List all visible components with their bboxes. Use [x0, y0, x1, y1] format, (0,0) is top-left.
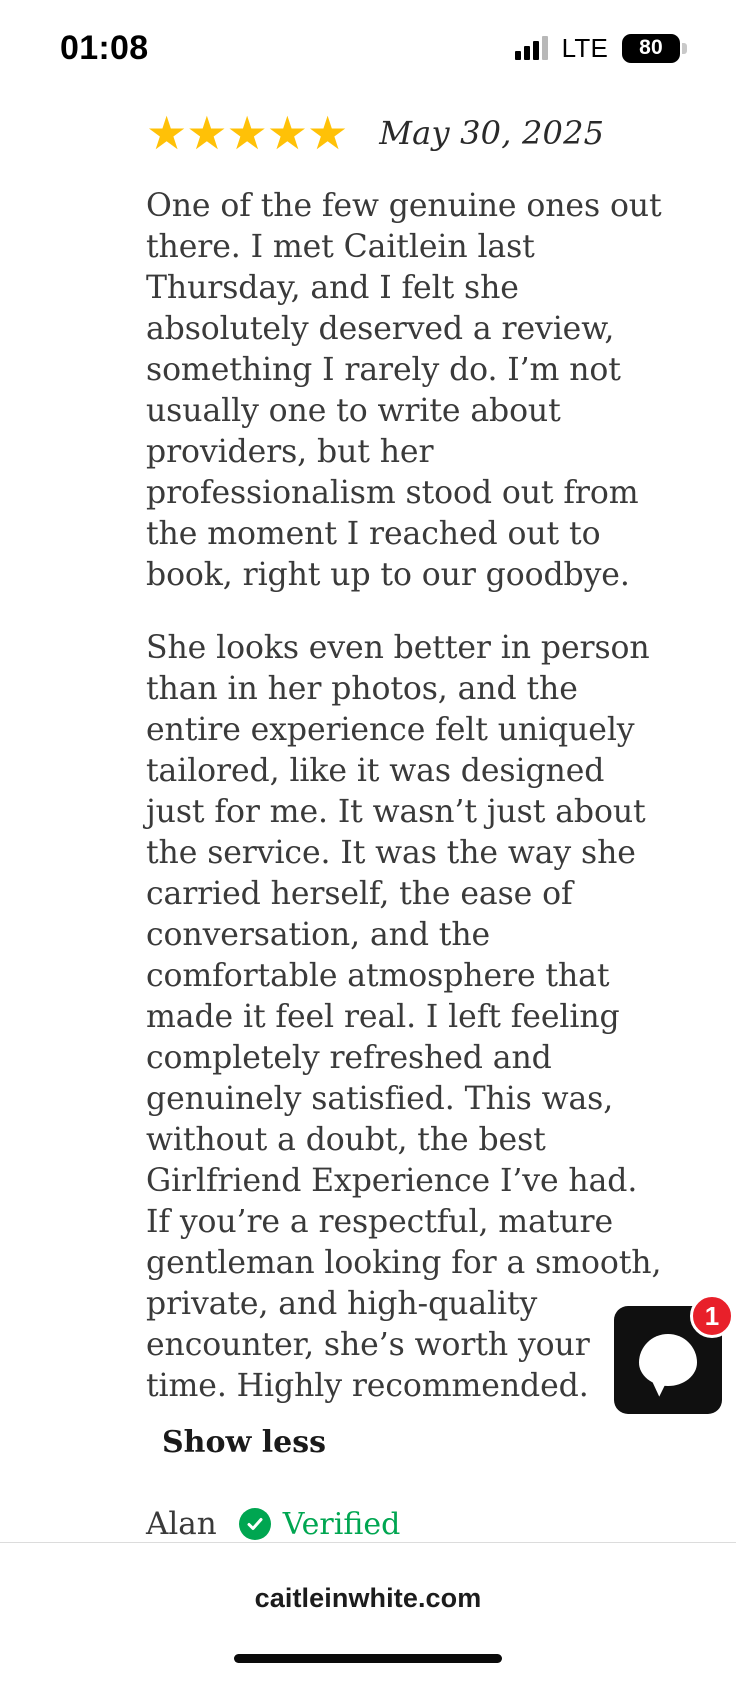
carrier-label: LTE: [561, 32, 608, 63]
review-content: [0, 96, 736, 1542]
reviewer-name: Alan: [146, 1506, 217, 1542]
site-url-label: caitleinwhite.com: [254, 1583, 482, 1613]
review-body: [0, 156, 696, 1407]
chat-unread-badge: 1: [690, 1294, 734, 1338]
home-indicator-area: [0, 1654, 736, 1696]
cellular-signal-icon: [515, 36, 548, 60]
chat-bubble-icon: [639, 1334, 697, 1386]
chat-widget-button[interactable]: [614, 1300, 722, 1414]
review-paragraph-1: One of the few genuine ones out there. I met Caitlein last Thursday, and I felt she absolutely deserved a review, something I rarely do. I’m not usually one to write about providers, but her professionalism stood out from the moment I reached out to book, right up to our goodbye.: [146, 188, 662, 593]
status-bar: [0, 0, 736, 96]
reviewer-row: [0, 1460, 696, 1542]
verified-label: Verified: [282, 1506, 401, 1542]
verified-status: [239, 1507, 401, 1542]
rating-stars: ★★★★★: [146, 107, 348, 159]
battery-icon: [622, 34, 680, 63]
review-header: [0, 96, 696, 159]
home-indicator[interactable]: [234, 1654, 502, 1663]
review-date: May 30, 2025: [379, 114, 605, 152]
verified-check-icon: [239, 1508, 271, 1540]
battery-percent: 80: [639, 36, 663, 59]
review-paragraph-2: She looks even better in person than in her photos, and the entire experience felt uniquely tailored, like it was designed just for me. It wasn’t just about the service. It was the way she carried herself, the ease of conversation, and the comfortable atmosphere that made it feel real. I left feeling completely refreshed and genuinely satisfied. This was, without a doubt, the best Girlfriend Experience I’ve had. If you’re a respectful, mature gentleman looking for a smooth, private, and high-quality encounter, she’s worth your time. Highly recommended.: [146, 630, 662, 1404]
show-less-button[interactable]: Show less: [162, 1425, 327, 1460]
status-time: 01:08: [60, 28, 149, 67]
status-indicators: [515, 33, 680, 64]
browser-address-bar[interactable]: [0, 1542, 736, 1654]
